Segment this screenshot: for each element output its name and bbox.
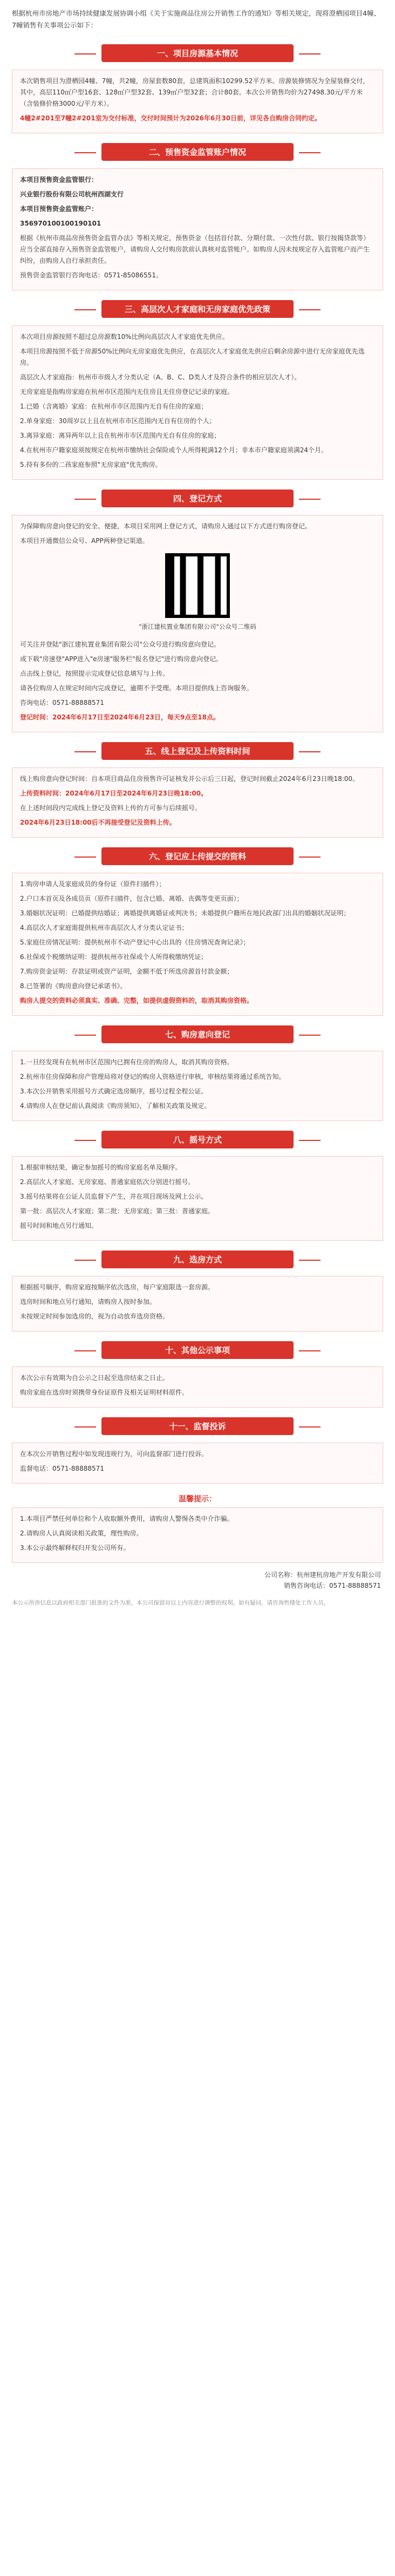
section-others xyxy=(12,1341,383,1408)
section-box xyxy=(12,767,383,838)
paragraph: 356970100100190101 xyxy=(20,220,101,227)
section-verify xyxy=(12,1025,383,1121)
section-box xyxy=(12,1443,383,1484)
paragraph: 监督电话：0571-88888571 xyxy=(20,1465,104,1472)
paragraph: 2.杭州市住房保障和房产管理局将对登记的购房人资格进行审核，审核结果将通过系统告知。 xyxy=(20,1073,285,1080)
paragraph: 摇号时间和地点另行通知。 xyxy=(20,1222,98,1229)
section-title: 四、登记方式 xyxy=(101,490,294,507)
paragraph: 购房家庭在选房时须携带身份证原件及相关证明材料原件。 xyxy=(20,1389,189,1396)
paragraph: 3.摇号结果将在公证人员监督下产生，并在项目现场及网上公示。 xyxy=(20,1193,208,1200)
list-item: 6.社保或个税缴纳证明：提供杭州市社保或个人所得税缴纳凭证； xyxy=(20,953,208,961)
section-title: 一、项目房源基本情况 xyxy=(101,44,294,62)
paragraph: 未按规定时间参加选房的，视为自动放弃选房资格。 xyxy=(20,1313,169,1320)
list-item: 2.单身家庭：30周岁以上且在杭州市市区范围内无自有住房的个人； xyxy=(20,417,216,425)
section-project xyxy=(12,44,383,133)
paragraph: 高层次人才家庭指：杭州市市级人才分类认定（A、B、C、D类人才及符合条件的相应层次人才）。 xyxy=(20,373,301,381)
paragraph: 根据《杭州市商品房预售资金监管办法》等相关规定，预售资金（包括首付款、分期付款、一次性付款、银行按揭贷款等）应当全部直接存入预售资金监管账户，请购房人交付购房款前认真核对监管账户。如购房人因未按规定存入监管账户而产生纠纷，由购房人自行承担责任。 xyxy=(20,234,370,264)
intro-text: 根据杭州市房地产市场持续健康发展协调小组《关于实施商品住房公开销售工作的通知》等相关规定，现将澄栖园项目4幢、7幢销售有关事项公示如下： xyxy=(12,9,380,29)
section-title: 六、登记应上传提交的资料 xyxy=(101,847,294,865)
section-box xyxy=(12,1051,383,1121)
notice-title: 温馨提示： xyxy=(179,1495,216,1504)
footer-note: 本公示所涉信息以政府相关部门批准的文件为准，本公司保留对以上内容进行调整的权利。如有疑问，请咨询售楼处工作人员。 xyxy=(12,1600,329,1606)
section-documents xyxy=(12,847,383,1016)
paragraph: 2024年6月23日18:00后不再接受登记及资料上传。 xyxy=(20,819,176,826)
paragraph: 1.本项目严禁任何单位和个人收取额外费用，请购房人警惕各类中介诈骗。 xyxy=(20,1515,234,1523)
paragraph: 本项目开通微信公众号、APP两种登记渠道。 xyxy=(20,537,149,545)
paragraph: 咨询电话：0571-88888571 xyxy=(20,699,104,706)
section-title: 二、预售资金监管账户情况 xyxy=(101,143,294,161)
section-box xyxy=(12,325,383,480)
notice-box xyxy=(12,1507,383,1563)
section-box xyxy=(12,873,383,1016)
paragraph: 第一批：高层次人才家庭；第二批：无房家庭；第三批：普通家庭。 xyxy=(20,1207,215,1215)
paragraph: 或下载"房速登"APP进入"e房速"服务栏"报名登记"进行购房意向登记。 xyxy=(20,655,223,663)
paragraph: 在上述时间段内完成线上登记及资料上传的方可参与后续摇号。 xyxy=(20,804,202,812)
paragraph: 4.请购房人在登记前认真阅读《购房须知》，了解相关政策及规定。 xyxy=(20,1102,211,1110)
section-box xyxy=(12,1367,383,1408)
section-select xyxy=(12,1250,383,1331)
section-supervision xyxy=(12,1417,383,1484)
paragraph: 本项目预售资金监管银行： xyxy=(20,176,98,183)
qr-code-icon[interactable] xyxy=(165,553,230,618)
paragraph: 3.本次公开销售采用摇号方式确定选房顺序，摇号过程全程公证。 xyxy=(20,1088,208,1095)
paragraph: 1.一旦经发现有在杭州市区范围内已拥有住房的购房人，取消其购房资格。 xyxy=(20,1058,234,1066)
paragraph: 本次销售项目为澄栖园4幢、7幢，共2幢，房屋套数80套，总建筑面积10299.52平方米。房源装修情况为全屋装修交付，其中，高层110㎡户型16套、128㎡户型32套、139㎡户型32套；合计80套。本次公开销售均价为27498.30元/平方米（含装修价格3000元/平方米）。 xyxy=(20,77,370,107)
paragraph: 兴业银行股份有限公司杭州西湖支行 xyxy=(20,191,124,198)
paragraph: 上传资料时间：2024年6月17日至2024年6月23日晚18:00。 xyxy=(20,790,208,797)
paragraph: 无房家庭是指购房家庭在杭州市区范围内无住房且无住房登记记录的家庭。 xyxy=(20,388,234,396)
paragraph: 2.高层次人才家庭、无房家庭、普通家庭依次分别进行摇号。 xyxy=(20,1178,195,1186)
paragraph: 为保障购房意向登记的安全、便捷，本项目采用网上登记方式，请购房人通过以下方式进行购房登记。 xyxy=(20,522,312,530)
list-item: 4.高层次人才家庭需提供杭州市高层次人才分类认定证书； xyxy=(20,924,188,932)
company-name: 公司名称：杭州建杭房地产开发有限公司 xyxy=(264,1571,381,1579)
list-item: 4.在杭州市户籍家庭须按规定在杭州市缴纳社会保险或个人所得税满12个月；非本市户籍家庭须满24个月。 xyxy=(20,446,328,454)
paragraph: 本次项目房源按照不超过总房源数10%比例向高层次人才家庭优先供应。 xyxy=(20,333,229,341)
company-phone: 销售咨询电话：0571-88888571 xyxy=(284,1582,381,1589)
paragraph: 4幢2#201至7幢2#201室为交付标准，交付时间预计为2026年6月30日前，详见各自购房合同约定。 xyxy=(20,114,322,122)
notice xyxy=(12,1493,383,1563)
section-title: 八、摇号方式 xyxy=(101,1131,294,1148)
section-online-time xyxy=(12,742,383,838)
list-item: 1.购房申请人及家庭成员的身份证（原件扫描件）； xyxy=(20,880,166,888)
section-register xyxy=(12,490,383,732)
section-box xyxy=(12,515,383,732)
qr-caption: "浙江建杭置业集团有限公司"公众号二维码 xyxy=(139,623,256,630)
section-title: 十、其他公示事项 xyxy=(101,1341,294,1359)
register-time: 登记时间：2024年6月17日至2024年6月23日，每天9点至18点。 xyxy=(20,713,220,721)
company-info xyxy=(0,1563,395,1591)
paragraph: 本次公示有效期为自公示之日起至选房结束之日止。 xyxy=(20,1374,169,1382)
list-item: 2.户口本首页及各成员页（原件扫描件，包含已婚、离婚、丧偶等变更页面）； xyxy=(20,895,243,902)
section-bank xyxy=(12,143,383,290)
section-box xyxy=(12,70,383,133)
section-title: 九、选房方式 xyxy=(101,1250,294,1268)
paragraph: 预售资金监管银行咨询电话：0571-85086551。 xyxy=(20,271,162,279)
paragraph: 本项目房源按照不低于房源50%比例向无房家庭优先供应，在高层次人才家庭优先供应后剩余房源中进行无房家庭优先选房。 xyxy=(20,348,365,366)
list-item: 3.离异家庭：离异两年以上且在杭州市市区范围内无自有住房的家庭； xyxy=(20,432,221,439)
paragraph: 2.请购房人认真阅读相关政策，理性购房。 xyxy=(20,1530,143,1537)
paragraph: 请各位购房人在规定时间内完成登记，逾期不予受理。本项目提供线上咨询服务。 xyxy=(20,684,254,692)
list-item: 7.购房资金证明：存款证明或资产证明，金额不低于所选房源首付款金额； xyxy=(20,968,234,975)
paragraph: 购房人提交的资料必须真实、准确、完整，如提供虚假资料的，取消其购房资格。 xyxy=(20,997,254,1004)
paragraph: 选房时间和地点另行通知，请购房人按时参加。 xyxy=(20,1298,156,1306)
paragraph: 可关注并登陆"浙江建杭置业集团有限公司"公众号进行购房意向登记。 xyxy=(20,641,221,648)
section-title: 七、购房意向登记 xyxy=(101,1025,294,1043)
paragraph: 根据摇号顺序，购房家庭按顺序依次选房，每户家庭限选一套房源。 xyxy=(20,1283,215,1291)
qr-area xyxy=(20,553,375,633)
section-box xyxy=(12,1156,383,1241)
section-talent xyxy=(12,300,383,480)
paragraph: 本项目预售资金监管账户： xyxy=(20,205,98,213)
paragraph: 点击线上登记，按照提示完成登记信息填写与上传。 xyxy=(20,670,169,677)
section-box xyxy=(12,168,383,290)
paragraph: 3.本公示最终解释权归开发公司所有。 xyxy=(20,1544,130,1552)
paragraph: 在本次公开销售过程中如发现违规行为，可向监督部门进行投诉。 xyxy=(20,1450,208,1458)
section-lottery xyxy=(12,1131,383,1241)
section-title: 十一、监督投诉 xyxy=(101,1417,294,1435)
section-box xyxy=(12,1276,383,1331)
section-title: 五、线上登记及上传资料时间 xyxy=(101,742,294,760)
list-item: 5.家庭住房情况证明：提供杭州市不动产登记中心出具的《住房情况查询记录》； xyxy=(20,939,250,946)
list-item: 3.婚姻状况证明：已婚提供结婚证；离婚提供离婚证或判决书；未婚提供户籍所在地民政部门出具的婚姻状况证明； xyxy=(20,909,350,917)
paragraph: 1.根据审核结果，确定参加摇号的购房家庭名单及顺序。 xyxy=(20,1164,182,1171)
paragraph: 线上购房意向登记时间：自本项目商品住房预售许可证核发并公示后三日起，登记时间截止2024年6月23日晚18:00。 xyxy=(20,775,359,783)
list-item: 5.持有多份的二孩家庭参照"无房家庭"优先购房。 xyxy=(20,461,162,468)
section-title: 三、高层次人才家庭和无房家庭优先政策 xyxy=(101,300,294,318)
list-item: 1.已婚（含离婚）家庭：在杭州市市区范围内无自有住房的家庭； xyxy=(20,403,208,410)
list-item: 8.已签署的《购房意向登记承诺书》。 xyxy=(20,982,127,990)
